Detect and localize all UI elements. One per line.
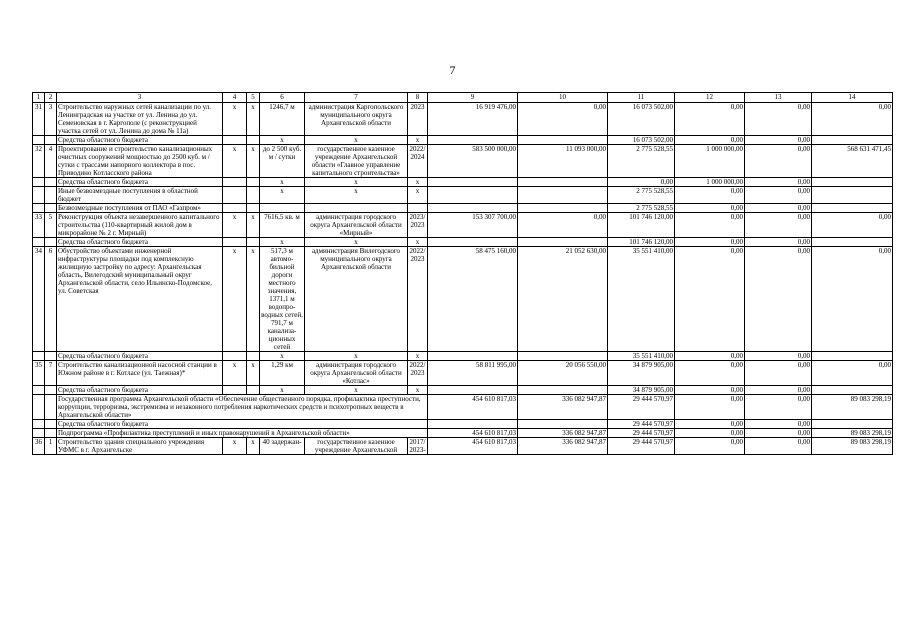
empty-cell <box>33 420 45 429</box>
column-header: 4 <box>223 93 247 103</box>
amount-v9: 16 919 476,00 <box>428 103 518 136</box>
amount-v13: 0,00 <box>745 136 812 145</box>
row-number: 31 <box>33 103 45 136</box>
col-4: x <box>223 213 247 238</box>
sub-number: 3 <box>45 103 57 136</box>
amount-v11: 29 444 570,97 <box>608 429 675 438</box>
col-6: x <box>260 352 305 361</box>
table-row-object <box>33 213 893 238</box>
empty-cell <box>223 238 247 247</box>
amount-v9: 454 610 817,03 <box>428 438 518 455</box>
year: 2022/ 2024 <box>408 145 428 178</box>
empty-cell <box>33 178 45 187</box>
year: 2022/ 2023 <box>408 361 428 386</box>
amount-v9: 58 811 995,00 <box>428 361 518 386</box>
col-6: x <box>260 187 305 204</box>
empty-cell <box>45 136 57 145</box>
amount-v10: 21 052 630,00 <box>518 247 608 352</box>
table-row-source <box>33 238 893 247</box>
empty-cell <box>33 395 45 420</box>
amount-v11: 35 551 410,00 <box>608 247 675 352</box>
empty-cell <box>223 178 247 187</box>
amount-v14 <box>812 178 893 187</box>
column-header: 9 <box>428 93 518 103</box>
organization: администрация Каргопольского муниципального округа Архангельской области <box>305 103 408 136</box>
empty-cell <box>518 204 608 213</box>
col-5: x <box>247 145 260 178</box>
col-5: x <box>247 361 260 386</box>
page-number: 7 <box>449 63 456 77</box>
amount-v9: 153 307 700,00 <box>428 213 518 238</box>
col-4: x <box>223 361 247 386</box>
amount-v10: 20 056 550,00 <box>518 361 608 386</box>
empty-cell <box>518 238 608 247</box>
empty-cell <box>33 429 45 438</box>
empty-cell <box>223 352 247 361</box>
capacity: 517,3 м автомо-бильной дороги местного значения, 1371,1 м водопро-водных сетей, 791,7 м канализа-ционных сетей <box>261 247 303 351</box>
capacity: 1,29 км <box>260 361 305 386</box>
amount-v10: 336 082 947,87 <box>518 438 608 455</box>
amount-v12: 0,00 <box>675 103 745 136</box>
amount-v11: 29 444 570,97 <box>608 420 675 429</box>
amount-v13: 0,00 <box>745 213 812 238</box>
amount-v11: 29 444 570,97 <box>608 395 675 420</box>
empty-cell <box>45 238 57 247</box>
row-number: 33 <box>33 213 45 238</box>
empty-cell <box>518 386 608 395</box>
table-row-program <box>33 420 893 429</box>
amount-v13: 0,00 <box>745 395 812 420</box>
row-number: 36 <box>33 438 45 455</box>
empty-cell <box>45 386 57 395</box>
row-number: 34 <box>33 247 45 352</box>
empty-cell <box>428 238 518 247</box>
table-row-object <box>33 361 893 386</box>
empty-cell <box>45 429 57 438</box>
amount-v12: 0,00 <box>675 204 745 213</box>
program-label: Средства областного бюджета <box>57 420 428 429</box>
amount-v14 <box>812 187 893 204</box>
empty-cell <box>33 238 45 247</box>
empty-cell <box>223 136 247 145</box>
amount-v14: 0,00 <box>812 361 893 386</box>
empty-cell <box>247 187 260 204</box>
amount-v13: 0,00 <box>745 238 812 247</box>
source-label: Иные безвозмездные поступления в областной бюджет <box>57 187 223 204</box>
col-5: x <box>247 438 260 455</box>
table-row-object <box>33 247 893 352</box>
object-name: Строительство канализационной насосной станции в Южном районе в г. Котласе (ул. Таежная)* <box>57 361 223 386</box>
amount-v14 <box>812 386 893 395</box>
source-label: Безвозмездные поступления от ПАО «Газпром» <box>57 204 223 213</box>
empty-cell <box>247 352 260 361</box>
year: 2023 <box>408 103 428 136</box>
amount-v14: 568 631 471,45 <box>812 145 893 178</box>
table-row-source <box>33 204 893 213</box>
amount-v10: 0,00 <box>518 213 608 238</box>
source-label: Средства областного бюджета <box>57 238 223 247</box>
col-7: x <box>305 238 408 247</box>
sub-number: 7 <box>45 361 57 386</box>
amount-v12: 0,00 <box>675 361 745 386</box>
amount-v13: 0,00 <box>745 420 812 429</box>
capacity: 1246,7 м <box>260 103 305 136</box>
empty-cell <box>518 352 608 361</box>
col-5: x <box>247 247 260 352</box>
empty-cell <box>518 136 608 145</box>
empty-cell <box>223 204 247 213</box>
organization: администрация Вилегодского муниципального округа Архангельской области <box>305 247 408 352</box>
column-header: 13 <box>745 93 812 103</box>
col-7: x <box>305 352 408 361</box>
empty-cell <box>45 420 57 429</box>
empty-cell <box>223 187 247 204</box>
col-7: x <box>305 136 408 145</box>
table-row-source <box>33 187 893 204</box>
organization: администрация городского округа Архангельской области «Котлас» <box>305 361 408 386</box>
empty-cell <box>518 178 608 187</box>
col-8: x <box>408 386 428 395</box>
column-header: 5 <box>247 93 260 103</box>
empty-cell <box>247 386 260 395</box>
amount-v11: 29 444 570,97 <box>608 438 675 455</box>
amount-v12: 0,00 <box>675 136 745 145</box>
amount-v12: 1 000 000,00 <box>675 145 745 178</box>
col-4: x <box>223 247 247 352</box>
object-name: Строительство здания специального учреждения УФМС в г. Архангельске <box>57 438 223 455</box>
amount-v14: 0,00 <box>812 103 893 136</box>
year: 2017/ 2023- <box>409 438 426 454</box>
amount-v13: 0,00 <box>745 204 812 213</box>
empty-cell <box>247 204 260 213</box>
col-6 <box>260 204 305 213</box>
col-7: x <box>305 178 408 187</box>
amount-v11: 2 775 528,55 <box>608 145 675 178</box>
amount-v11: 34 879 905,00 <box>608 361 675 386</box>
source-label: Средства областного бюджета <box>57 136 223 145</box>
empty-cell <box>45 395 57 420</box>
row-number: 35 <box>33 361 45 386</box>
table-row-source <box>33 178 893 187</box>
organization: администрация городского округа Архангельской области «Мирный» <box>305 213 408 238</box>
amount-v11: 35 551 410,00 <box>608 352 675 361</box>
capacity: до 2 500 куб. м / сутки <box>260 145 305 178</box>
organization: государственное казенное учреждение Архангельской области «Главное управление капитального строительства» <box>305 145 408 178</box>
column-header: 11 <box>608 93 675 103</box>
amount-v9: 454 610 817,03 <box>428 429 518 438</box>
col-8: x <box>408 136 428 145</box>
empty-cell <box>247 136 260 145</box>
table-row-source <box>33 386 893 395</box>
program-label: Государственная программа Архангельской области «Обеспечение общественного порядка, профилактика преступности, коррупции, терроризма, экстремизма и незаконного потребления наркотических средств и психотропных веществ в Архангельской области» <box>57 395 428 420</box>
amount-v14: 89 083 298,19 <box>812 429 893 438</box>
capacity: 7616,5 кв. м <box>260 213 305 238</box>
row-number: 32 <box>33 145 45 178</box>
amount-v11: 0,00 <box>608 178 675 187</box>
sub-number: 1 <box>45 438 57 455</box>
sub-number: 5 <box>45 213 57 238</box>
amount-v13: 0,00 <box>745 386 812 395</box>
col-7: x <box>305 187 408 204</box>
amount-v14: 89 083 298,19 <box>812 438 893 455</box>
table-row-source <box>33 136 893 145</box>
empty-cell <box>428 178 518 187</box>
empty-cell <box>428 204 518 213</box>
empty-cell <box>45 178 57 187</box>
amount-v11: 16 073 502,00 <box>608 136 675 145</box>
empty-cell <box>45 187 57 204</box>
amount-v11: 2 775 528,55 <box>608 187 675 204</box>
amount-v13: 0,00 <box>745 187 812 204</box>
budget-table <box>32 92 893 455</box>
organization: государственное казенное учреждение Архангельской <box>305 438 408 455</box>
object-name: Строительство наружных сетей канализации по ул. Ленинградская на участке от ул. Ленина до ул. Семеновская в г. Каргополе (с реконструкцией участка сетей от ул. Ленина до дома № 11а) <box>57 103 223 136</box>
table-row-program <box>33 395 893 420</box>
amount-v10: 336 082 947,87 <box>518 429 608 438</box>
sub-number: 4 <box>45 145 57 178</box>
program-label: Подпрограмма «Профилактика преступлений и иных правонарушений в Архангельской области» <box>57 429 428 438</box>
amount-v14 <box>812 204 893 213</box>
source-label: Средства областного бюджета <box>57 352 223 361</box>
column-header: 8 <box>408 93 428 103</box>
amount-v12: 0,00 <box>675 386 745 395</box>
amount-v11: 2 775 528,55 <box>608 204 675 213</box>
amount-v12: 0,00 <box>675 438 745 455</box>
amount-v12: 0,00 <box>675 238 745 247</box>
column-header: 2 <box>45 93 57 103</box>
table-row-object <box>33 438 893 455</box>
amount-v13: 0,00 <box>745 429 812 438</box>
table-row-source <box>33 352 893 361</box>
amount-v14 <box>812 136 893 145</box>
amount-v9 <box>428 420 518 429</box>
empty-cell <box>428 187 518 204</box>
amount-v12: 1 000 000,00 <box>675 178 745 187</box>
col-7 <box>305 204 408 213</box>
col-7: x <box>305 386 408 395</box>
col-6: x <box>260 178 305 187</box>
col-5: x <box>247 213 260 238</box>
amount-v10: 11 093 000,00 <box>518 145 608 178</box>
amount-v12: 0,00 <box>675 420 745 429</box>
col-6: x <box>260 386 305 395</box>
empty-cell <box>247 178 260 187</box>
amount-v9: 454 610 817,03 <box>428 395 518 420</box>
empty-cell <box>33 204 45 213</box>
object-name: Обустройство объектами инженерной инфраструктуры площадки под комплексную жилищную застройку по адресу: Архангельская область, Вилегодский муниципальный округ Архангельской области, село Ильинско-Подомское, ул. Советская <box>57 247 223 352</box>
col-4: x <box>223 438 247 455</box>
col-5: x <box>247 103 260 136</box>
amount-v13: 0,00 <box>745 352 812 361</box>
column-header: 6 <box>260 93 305 103</box>
amount-v14 <box>812 420 893 429</box>
empty-cell <box>33 352 45 361</box>
amount-v14 <box>812 238 893 247</box>
amount-v9: 583 500 000,00 <box>428 145 518 178</box>
empty-cell <box>33 187 45 204</box>
amount-v13: 0,00 <box>745 361 812 386</box>
empty-cell <box>247 238 260 247</box>
amount-v14: 0,00 <box>812 213 893 238</box>
amount-v14 <box>812 352 893 361</box>
empty-cell <box>33 386 45 395</box>
table-row-program <box>33 429 893 438</box>
amount-v13: 0,00 <box>745 145 812 178</box>
amount-v14: 0,00 <box>812 247 893 352</box>
amount-v12: 0,00 <box>675 187 745 204</box>
col-8: x <box>408 352 428 361</box>
amount-v11: 16 073 502,00 <box>608 103 675 136</box>
amount-v10: 0,00 <box>518 103 608 136</box>
source-label: Средства областного бюджета <box>57 178 223 187</box>
column-header: 7 <box>305 93 408 103</box>
year: 2022/ 2023 <box>408 247 428 352</box>
col-8: x <box>408 187 428 204</box>
col-8: x <box>408 238 428 247</box>
amount-v13: 0,00 <box>745 103 812 136</box>
amount-v9: 58 475 160,00 <box>428 247 518 352</box>
empty-cell <box>428 136 518 145</box>
column-header: 14 <box>812 93 893 103</box>
amount-v13: 0,00 <box>745 438 812 455</box>
amount-v10: 336 082 947,87 <box>518 395 608 420</box>
table-row-object <box>33 145 893 178</box>
source-label: Средства областного бюджета <box>57 386 223 395</box>
empty-cell <box>45 352 57 361</box>
amount-v13: 0,00 <box>745 178 812 187</box>
amount-v11: 101 746 120,00 <box>608 213 675 238</box>
empty-cell <box>518 187 608 204</box>
object-name: Проектирование и строительство канализационных очистных сооружений мощностью до 2500 куб. м / сутки с трассами напорного коллектора в пос. Приводино Котласского района <box>57 145 223 178</box>
table-header-row <box>33 93 893 103</box>
amount-v12: 0,00 <box>675 352 745 361</box>
empty-cell <box>33 136 45 145</box>
amount-v12: 0,00 <box>675 247 745 352</box>
table-row-object <box>33 103 893 136</box>
capacity: 40 задержан- <box>260 438 305 455</box>
column-header: 1 <box>33 93 45 103</box>
col-4: x <box>223 103 247 136</box>
amount-v12: 0,00 <box>675 213 745 238</box>
empty-cell <box>45 204 57 213</box>
col-6: x <box>260 238 305 247</box>
column-header: 10 <box>518 93 608 103</box>
year: 2023/ 2023 <box>408 213 428 238</box>
amount-v12: 0,00 <box>675 395 745 420</box>
col-8: x <box>408 178 428 187</box>
empty-cell <box>428 386 518 395</box>
empty-cell <box>428 352 518 361</box>
amount-v11: 101 746 120,00 <box>608 238 675 247</box>
col-8 <box>408 204 428 213</box>
amount-v14: 89 083 298,19 <box>812 395 893 420</box>
column-header: 12 <box>675 93 745 103</box>
sub-number: 6 <box>45 247 57 352</box>
col-4: x <box>223 145 247 178</box>
amount-v12: 0,00 <box>675 429 745 438</box>
object-name: Реконструкция объекта незавершенного капитального строительства (110-квартирный жилой дом в микрорайоне № 2 г. Мирный) <box>57 213 223 238</box>
amount-v10 <box>518 420 608 429</box>
col-6: x <box>260 136 305 145</box>
empty-cell <box>223 386 247 395</box>
amount-v13: 0,00 <box>745 247 812 352</box>
amount-v11: 34 879 905,00 <box>608 386 675 395</box>
column-header: 3 <box>57 93 223 103</box>
